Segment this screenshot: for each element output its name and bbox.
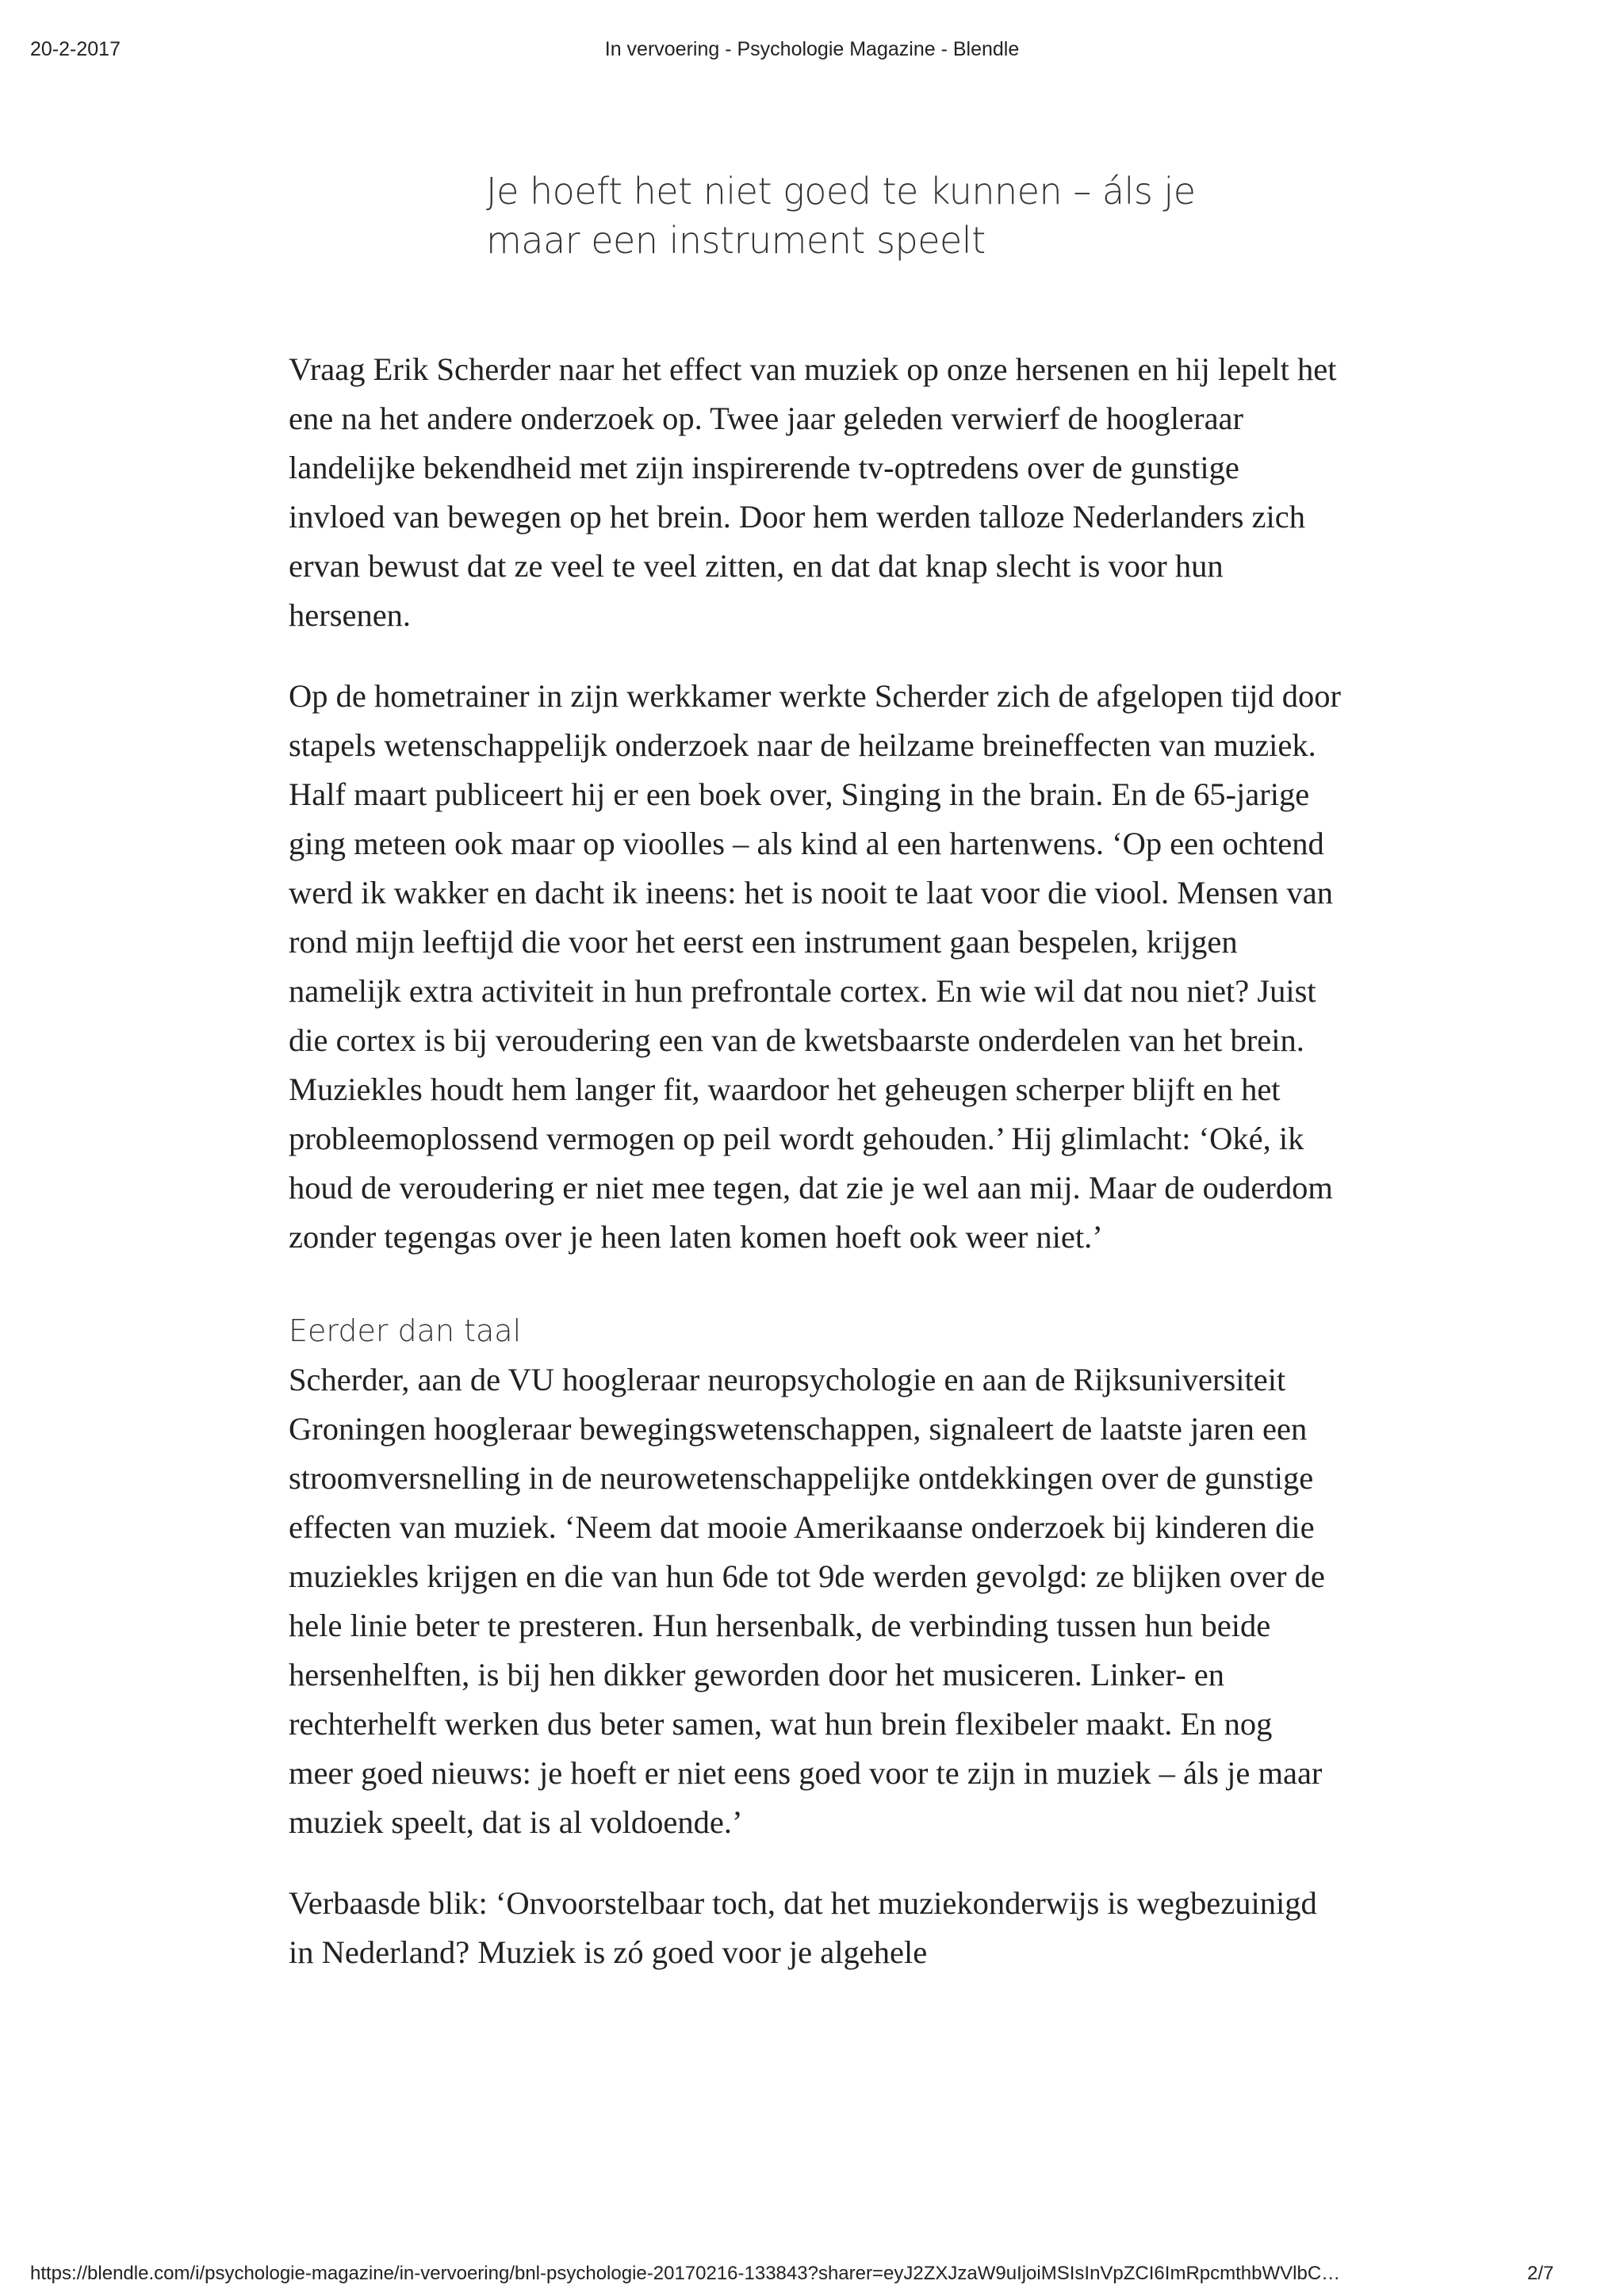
page-number: 2/7	[1527, 2263, 1554, 2284]
article-paragraph: Scherder, aan de VU hoogleraar neuropsychologie en aan de Rijksuniversiteit Groningen hoogleraar bewegingswetenschappen, signaleert de laatste jaren een stroomversnelling in de neurowetenschappelijke ontdekkingen over de gunstige effecten van muziek. ‘Neem dat mooie Amerikaanse onderzoek bij kinderen die muziekles krijgen en die van hun 6de tot 9de werden gevolgd: ze blijken over de hele linie beter te presteren. Hun hersenbalk, de verbinding tussen hun beide hersenhelften, is bij hen dikker geworden door het musiceren. Linker- en rechterhelft werken dus beter samen, wat hun brein flexibeler maakt. En nog meer goed nieuws: je hoeft er niet eens goed voor te zijn in muziek – áls je maar muziek speelt, dat is al voldoende.’	[289, 1362, 1325, 1840]
pull-quote-line: maar een instrument speelt	[486, 219, 986, 262]
article-paragraph: Vraag Erik Scherder naar het effect van muziek op onze hersenen en hij lepelt het ene na het andere onderzoek op. Twee jaar geleden verwierf de hoogleraar landelijke bekendheid met zijn inspirerende tv-optredens over de gunstige invloed van bewegen op het brein. Door hem werden talloze Nederlanders zich ervan bewust dat ze veel te veel zitten, en dat dat knap slecht is voor hun hersenen.	[289, 351, 1337, 633]
section-subheading: Eerder dan taal	[289, 1313, 522, 1348]
article-body	[289, 345, 1343, 1977]
print-date: 20-2-2017	[30, 38, 121, 60]
pull-quote-line: Je hoeft het niet goed te kunnen – áls je	[486, 170, 1196, 213]
article-paragraph: Verbaasde blik: ‘Onvoorstelbaar toch, dat het muziekonderwijs is wegbezuinigd in Nederland? Muziek is zó goed voor je algehele	[289, 1885, 1317, 1970]
print-page-title: In vervoering - Psychologie Magazine - Blendle	[604, 38, 1020, 60]
article-paragraph: Op de hometrainer in zijn werkkamer werkte Scherder zich de afgelopen tijd door stapels wetenschappelijk onderzoek naar de heilzame breineffecten van muziek. Half maart publiceert hij er een boek over, Singing in the brain. En de 65-jarige ging meteen ook maar op vioolles – als kind al een hartenwens. ‘Op een ochtend werd ik wakker en dacht ik ineens: het is nooit te laat voor die viool. Mensen van rond mijn leeftijd die voor het eerst een instrument gaan bespelen, krijgen namelijk extra activiteit in hun prefrontale cortex. En wie wil dat nou niet? Juist die cortex is bij veroudering een van de kwetsbaarste onderdelen van het brein. Muziekles houdt hem langer fit, waardoor het geheugen scherper blijft en het probleemoplossend vermogen op peil wordt gehouden.’ Hij glimlacht: ‘Oké, ik houd de veroudering er niet mee tegen, dat zie je wel aan mij. Maar de ouderdom zonder tegengas over je heen laten komen hoeft ook weer niet.’	[289, 678, 1341, 1255]
pull-quote	[486, 167, 1200, 265]
print-header	[0, 38, 1624, 70]
print-footer	[0, 2263, 1624, 2291]
page-url: https://blendle.com/i/psychologie-magazine/in-vervoering/bnl-psychologie-20170216-133843?sharer=eyJ2ZXJzaW9uIjoiMSIsInVpZCI6ImRpcmthbWVlbC…	[30, 2263, 1341, 2284]
